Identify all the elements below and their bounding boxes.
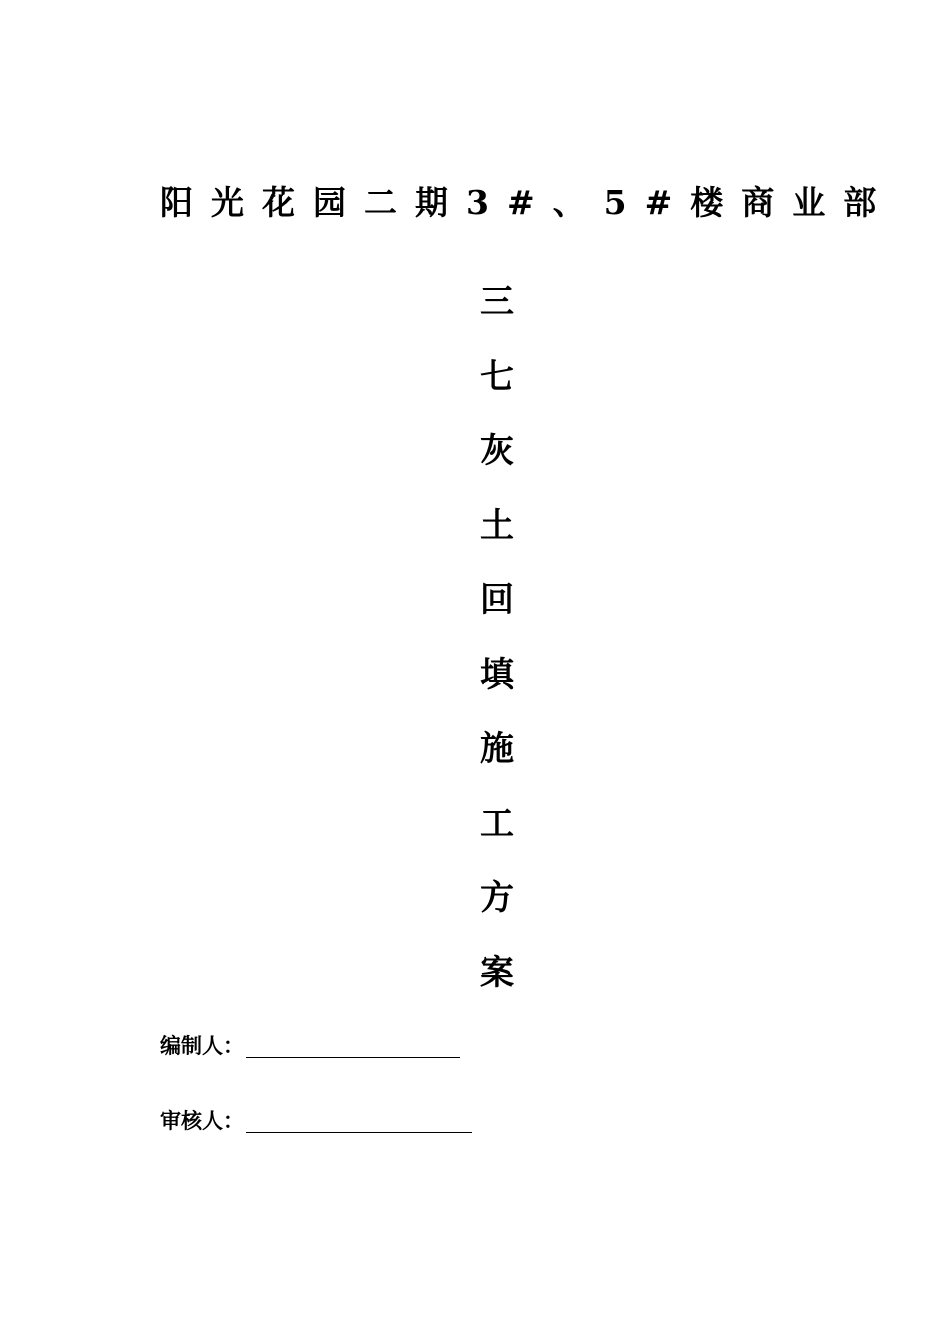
- reviewer-signature-row: [160, 1107, 472, 1135]
- title-char: 方: [480, 878, 514, 918]
- editor-signature-row: [160, 1032, 460, 1060]
- title-char: 回: [480, 580, 514, 620]
- project-title: 阳光花园二期3#、5#楼商业部: [160, 183, 895, 222]
- title-char: 灰: [480, 431, 514, 471]
- editor-label: 编制人：: [160, 1033, 244, 1058]
- vertical-document-title: [462, 280, 532, 1025]
- title-char: 案: [480, 952, 514, 993]
- reviewer-label: 审核人：: [160, 1108, 244, 1133]
- editor-signature-line: [246, 1033, 460, 1058]
- title-char: 七: [480, 356, 514, 397]
- title-char: 施: [480, 729, 514, 769]
- title-char: 工: [480, 803, 514, 844]
- title-char: 土: [480, 505, 514, 546]
- title-char: 填: [480, 654, 514, 695]
- title-char: 三: [480, 282, 514, 322]
- reviewer-signature-line: [246, 1108, 472, 1133]
